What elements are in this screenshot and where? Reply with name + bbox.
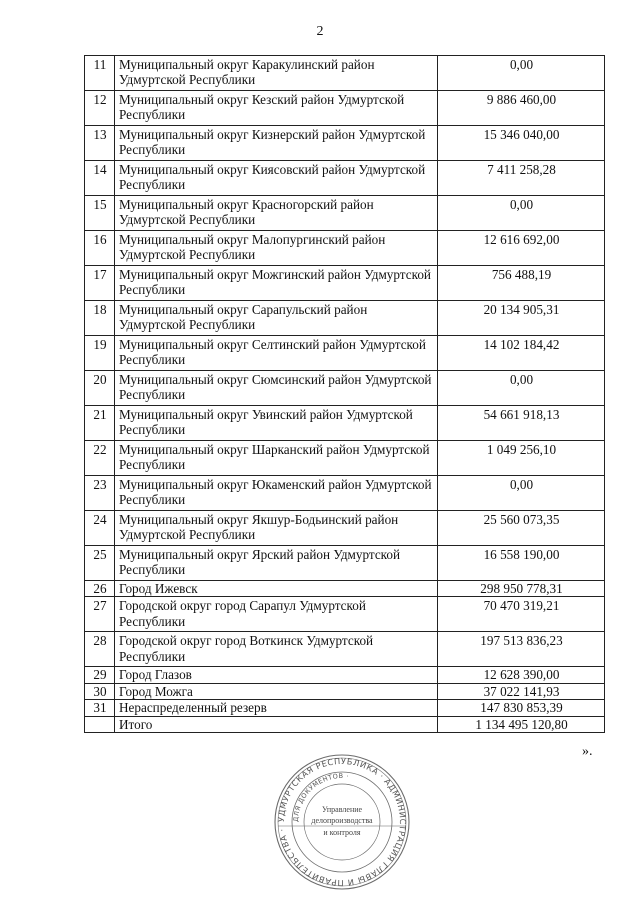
municipality-name: Муниципальный округ Селтинский район Удмуртской Республики: [115, 336, 438, 371]
amount-value: 1 049 256,10: [438, 441, 605, 476]
municipality-name: Муниципальный округ Шарканский район Удмуртской Республики: [115, 441, 438, 476]
amount-value: 14 102 184,42: [438, 336, 605, 371]
table-row: [85, 632, 605, 667]
table-row: [85, 196, 605, 231]
amount-value: 0,00: [438, 196, 605, 231]
municipality-name: Муниципальный округ Каракулинский район Удмуртской Республики: [115, 56, 438, 91]
amount-value: 12 628 390,00: [438, 667, 605, 683]
amount-value: 0,00: [438, 371, 605, 406]
municipality-name: Нераспределенный резерв: [115, 700, 438, 716]
row-number: 12: [85, 91, 115, 126]
table-row: [85, 91, 605, 126]
row-number: 14: [85, 161, 115, 196]
table-row: [85, 301, 605, 336]
municipality-name: Муниципальный округ Увинский район Удмуртской Республики: [115, 406, 438, 441]
amount-value: 0,00: [438, 56, 605, 91]
distribution-table: [84, 55, 605, 733]
amount-value: 54 661 918,13: [438, 406, 605, 441]
row-number: 24: [85, 511, 115, 546]
row-number: 23: [85, 476, 115, 511]
table-row: [85, 511, 605, 546]
table-row: [85, 581, 605, 597]
table-row: [85, 700, 605, 716]
municipality-name: Город Можга: [115, 683, 438, 699]
amount-value: 1 134 495 120,80: [438, 716, 605, 732]
municipality-name: Муниципальный округ Якшур-Бодьинский район Удмуртской Республики: [115, 511, 438, 546]
row-number: 22: [85, 441, 115, 476]
table-row: [85, 56, 605, 91]
table-row: [85, 597, 605, 632]
municipality-name: Город Глазов: [115, 667, 438, 683]
table-row: [85, 546, 605, 581]
amount-value: 756 488,19: [438, 266, 605, 301]
row-number: 30: [85, 683, 115, 699]
stamp-center-line-1: Управление: [321, 805, 363, 814]
row-number: 20: [85, 371, 115, 406]
row-number: 17: [85, 266, 115, 301]
row-number: 13: [85, 126, 115, 161]
municipality-name: Городской округ город Воткинск Удмуртской Республики: [115, 632, 438, 667]
amount-value: 7 411 258,28: [438, 161, 605, 196]
table-body: [85, 56, 605, 733]
row-number: 15: [85, 196, 115, 231]
table-row: [85, 231, 605, 266]
table-row: [85, 441, 605, 476]
page-number: 2: [316, 24, 324, 39]
row-number: 21: [85, 406, 115, 441]
table-row: [85, 126, 605, 161]
row-number: 11: [85, 56, 115, 91]
municipality-name: Городской округ город Сарапул Удмуртской Республики: [115, 597, 438, 632]
amount-value: 0,00: [438, 476, 605, 511]
amount-value: 298 950 778,31: [438, 581, 605, 597]
stamp-inner-text: ДЛЯ ДОКУМЕНТОВ ·: [291, 771, 350, 823]
table-row: [85, 667, 605, 683]
stamp-center-line-2: делопроизводства: [311, 816, 373, 825]
municipality-name: Муниципальный округ Малопургинский район Удмуртской Республики: [115, 231, 438, 266]
amount-value: 20 134 905,31: [438, 301, 605, 336]
row-number: 25: [85, 546, 115, 581]
amount-value: 15 346 040,00: [438, 126, 605, 161]
municipality-name: Муниципальный округ Киясовский район Удмуртской Республики: [115, 161, 438, 196]
municipality-name: Муниципальный округ Красногорский район Удмуртской Республики: [115, 196, 438, 231]
row-number: 27: [85, 597, 115, 632]
official-stamp: [272, 752, 412, 892]
table-row: [85, 336, 605, 371]
table-row: [85, 683, 605, 699]
row-number: 29: [85, 667, 115, 683]
amount-value: 147 830 853,39: [438, 700, 605, 716]
amount-value: 9 886 460,00: [438, 91, 605, 126]
amount-value: 16 558 190,00: [438, 546, 605, 581]
closing-quote: ».: [582, 744, 593, 759]
municipality-name: Муниципальный округ Кезский район Удмуртской Республики: [115, 91, 438, 126]
amount-value: 70 470 319,21: [438, 597, 605, 632]
row-number: 19: [85, 336, 115, 371]
municipality-name: Муниципальный округ Сарапульский район Удмуртской Республики: [115, 301, 438, 336]
table-row: [85, 161, 605, 196]
amount-value: 197 513 836,23: [438, 632, 605, 667]
row-number: [85, 716, 115, 732]
stamp-center-line-3: и контроля: [323, 828, 361, 837]
row-number: 28: [85, 632, 115, 667]
row-number: 31: [85, 700, 115, 716]
municipality-name: Муниципальный округ Ярский район Удмуртской Республики: [115, 546, 438, 581]
municipality-name: Муниципальный округ Юкаменский район Удмуртской Республики: [115, 476, 438, 511]
table-row: [85, 476, 605, 511]
table-row: [85, 266, 605, 301]
stamp-outer-text: УДМУРТСКАЯ РЕСПУБЛИКА · АДМИНИСТРАЦИЯ ГЛАВЫ И ПРАВИТЕЛЬСТВА ·: [275, 755, 409, 889]
table-row: [85, 371, 605, 406]
amount-value: 25 560 073,35: [438, 511, 605, 546]
table-row: [85, 406, 605, 441]
municipality-name: Муниципальный округ Можгинский район Удмуртской Республики: [115, 266, 438, 301]
row-number: 16: [85, 231, 115, 266]
municipality-name: Итого: [115, 716, 438, 732]
amount-value: 37 022 141,93: [438, 683, 605, 699]
row-number: 26: [85, 581, 115, 597]
table-row: [85, 716, 605, 732]
row-number: 18: [85, 301, 115, 336]
amount-value: 12 616 692,00: [438, 231, 605, 266]
municipality-name: Муниципальный округ Кизнерский район Удмуртской Республики: [115, 126, 438, 161]
municipality-name: Муниципальный округ Сюмсинский район Удмуртской Республики: [115, 371, 438, 406]
municipality-name: Город Ижевск: [115, 581, 438, 597]
